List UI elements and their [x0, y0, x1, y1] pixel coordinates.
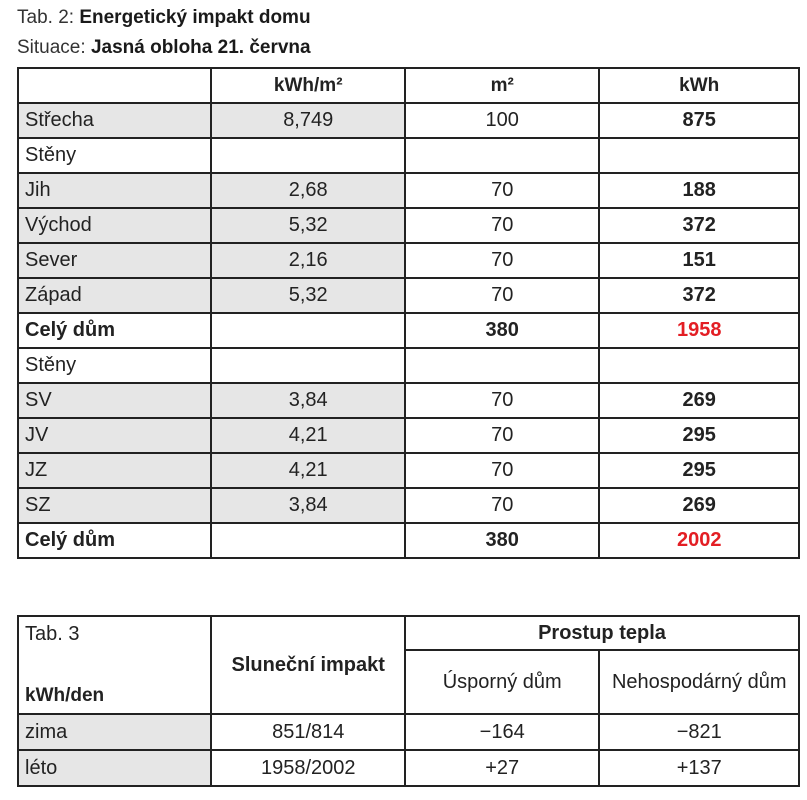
kwh-cell: 295 [599, 453, 799, 488]
m2-cell: 70 [405, 418, 599, 453]
table-row [18, 523, 799, 558]
efficient-house-header: Úsporný dům [405, 650, 599, 714]
row-label: Stěny [18, 348, 211, 383]
kwh-per-m2-cell [211, 138, 404, 173]
kwh-per-m2-cell: 8,749 [211, 103, 404, 138]
situation-caption [17, 37, 311, 59]
caption-label: Tab. 2: [17, 7, 80, 28]
kwh-cell: 269 [599, 488, 799, 523]
table-row [18, 383, 799, 418]
m2-cell: 380 [405, 523, 599, 558]
row-label: Stěny [18, 138, 211, 173]
efficient-value: −164 [405, 714, 599, 750]
header-kwh: kWh [599, 68, 799, 103]
season-label: léto [18, 750, 211, 786]
kwh-cell: 875 [599, 103, 799, 138]
table3-unit: kWh/den [25, 685, 105, 706]
kwh-cell [599, 138, 799, 173]
wasteful-value: +137 [599, 750, 799, 786]
table-row [18, 418, 799, 453]
table2-caption [17, 7, 311, 29]
kwh-cell: 1958 [599, 313, 799, 348]
kwh-cell [599, 348, 799, 383]
efficient-value: +27 [405, 750, 599, 786]
m2-cell: 70 [405, 208, 599, 243]
m2-cell: 70 [405, 278, 599, 313]
energy-impact-body [18, 103, 799, 558]
solar-impact-value: 1958/2002 [211, 750, 404, 786]
table-row [18, 348, 799, 383]
m2-cell: 70 [405, 383, 599, 418]
wasteful-house-header: Nehospodárný dům [599, 650, 799, 714]
kwh-per-m2-cell: 3,84 [211, 488, 404, 523]
caption-title: Energetický impakt domu [79, 7, 311, 28]
m2-cell: 70 [405, 488, 599, 523]
header-kwh-per-m2: kWh/m² [211, 68, 404, 103]
row-label: Jih [18, 173, 211, 208]
table3-caption-cell [18, 616, 211, 714]
row-label: JV [18, 418, 211, 453]
row-label: SZ [18, 488, 211, 523]
table3-header-row [18, 616, 799, 650]
table-row [18, 173, 799, 208]
kwh-per-m2-cell [211, 348, 404, 383]
kwh-cell: 269 [599, 383, 799, 418]
kwh-per-m2-cell: 2,68 [211, 173, 404, 208]
kwh-cell: 151 [599, 243, 799, 278]
m2-cell: 70 [405, 243, 599, 278]
header-empty [18, 68, 211, 103]
row-label: SV [18, 383, 211, 418]
solar-impact-header: Sluneční impakt [211, 616, 404, 714]
heat-balance-table [17, 615, 800, 787]
kwh-per-m2-cell [211, 313, 404, 348]
kwh-per-m2-cell: 4,21 [211, 418, 404, 453]
kwh-cell: 2002 [599, 523, 799, 558]
row-label: Východ [18, 208, 211, 243]
kwh-cell: 188 [599, 173, 799, 208]
table-row [18, 208, 799, 243]
table-header-row [18, 68, 799, 103]
row-label: JZ [18, 453, 211, 488]
header-m2: m² [405, 68, 599, 103]
m2-cell: 70 [405, 173, 599, 208]
table-row [18, 103, 799, 138]
energy-impact-table [17, 67, 800, 559]
m2-cell: 70 [405, 453, 599, 488]
situation-label: Situace: [17, 37, 91, 58]
row-label: Celý dům [18, 523, 211, 558]
kwh-per-m2-cell: 4,21 [211, 453, 404, 488]
kwh-per-m2-cell: 5,32 [211, 208, 404, 243]
table-row [18, 138, 799, 173]
table-row [18, 750, 799, 786]
kwh-per-m2-cell: 3,84 [211, 383, 404, 418]
table-row [18, 278, 799, 313]
kwh-cell: 372 [599, 208, 799, 243]
solar-impact-value: 851/814 [211, 714, 404, 750]
heat-transfer-header: Prostup tepla [405, 616, 799, 650]
kwh-cell: 295 [599, 418, 799, 453]
kwh-per-m2-cell [211, 523, 404, 558]
m2-cell: 380 [405, 313, 599, 348]
row-label: Sever [18, 243, 211, 278]
table3-caption: Tab. 3 [25, 623, 80, 645]
table-row [18, 313, 799, 348]
m2-cell: 100 [405, 103, 599, 138]
table-row [18, 488, 799, 523]
row-label: Celý dům [18, 313, 211, 348]
m2-cell [405, 348, 599, 383]
kwh-cell: 372 [599, 278, 799, 313]
kwh-per-m2-cell: 2,16 [211, 243, 404, 278]
row-label: Západ [18, 278, 211, 313]
season-label: zima [18, 714, 211, 750]
table-row [18, 243, 799, 278]
wasteful-value: −821 [599, 714, 799, 750]
situation-value: Jasná obloha 21. června [90, 37, 311, 58]
kwh-per-m2-cell: 5,32 [211, 278, 404, 313]
row-label: Střecha [18, 103, 211, 138]
table-row [18, 453, 799, 488]
m2-cell [405, 138, 599, 173]
table-row [18, 714, 799, 750]
